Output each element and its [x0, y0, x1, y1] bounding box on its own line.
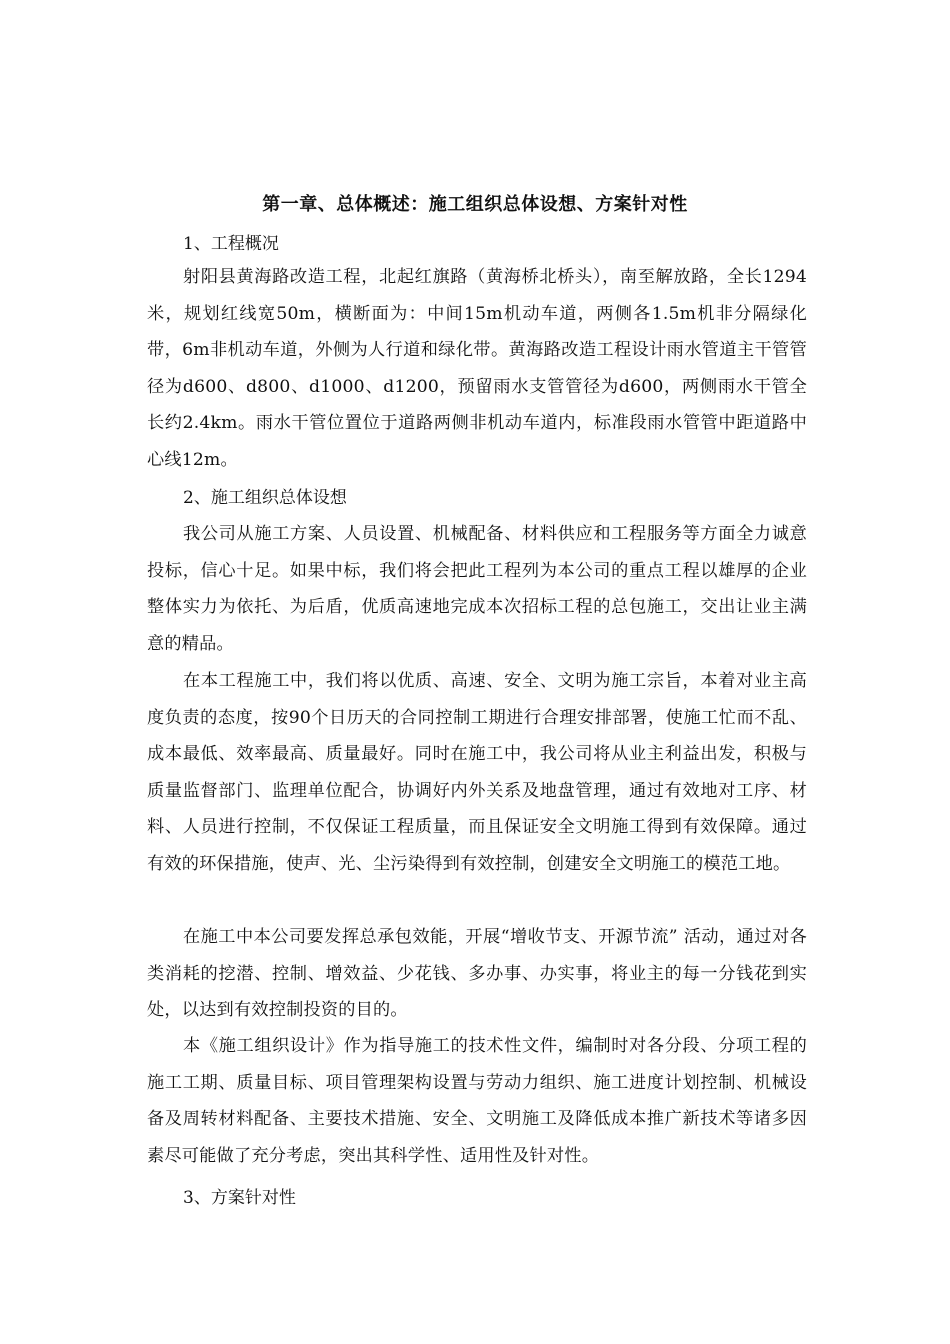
paragraph-design-document: 本《施工组织设计》作为指导施工的技术性文件，编制时对各分段、分项工程的施工工期、质量目标、项目管理架构设置与劳动力组织、施工进度计划控制、机械设备及周转材料配备、主要技术措施、安全、文明施工及降低成本推广新技术等诸多因素尽可能做了充分考虑，突出其科学性、适用性及针对性。 [147, 1036, 807, 1166]
chapter-title: 第一章、总体概述：施工组织总体设想、方案针对性 [262, 194, 688, 215]
paragraph-cost-control: 在施工中本公司要发挥总承包效能，开展“增收节支、开源节流” 活动，通过对各类消耗的挖潜、控制、增效益、少花钱、多办事、办实事，将业主的每一分钱花到实处，以达到有效控制投资的目的。 [147, 927, 807, 1021]
paragraph-bidding-commitment: 我公司从施工方案、人员设置、机械配备、材料供应和工程服务等方面全力诚意投标，信心十足。如果中标，我们将会把此工程列为本公司的重点工程以雄厚的企业整体实力为依托、为后盾，优质高速地完成本次招标工程的总包施工，交出让业主满意的精品。 [147, 524, 807, 654]
section-heading-project-overview: 1、工程概况 [183, 234, 279, 254]
section-heading-overall-concept: 2、施工组织总体设想 [183, 488, 347, 508]
section-heading-plan-specificity: 3、方案针对性 [183, 1188, 296, 1208]
paragraph-construction-principles: 在本工程施工中，我们将以优质、高速、安全、文明为施工宗旨，本着对业主高度负责的态度，按90个日历天的合同控制工期进行合理安排部署，使施工忙而不乱、成本最低、效率最高、质量最好。同时在施工中，我公司将从业主利益出发，积极与质量监督部门、监理单位配合，协调好内外关系及地盘管理，通过有效地对工序、材料、人员进行控制，不仅保证工程质量，而且保证安全文明施工得到有效保障。通过有效的环保措施，使声、光、尘污染得到有效控制，创建安全文明施工的模范工地。 [147, 671, 807, 874]
paragraph-project-overview: 射阳县黄海路改造工程，北起红旗路（黄海桥北桥头），南至解放路，全长1294米，规划红线宽50m，横断面为：中间15m机动车道，两侧各1.5m机非分隔绿化带，6m非机动车道，外侧为人行道和绿化带。黄海路改造工程设计雨水管道主干管管径为d600、d800、d1000、d1200，预留雨水支管管径为d600，两侧雨水干管全长约2.4km。雨水干管位置位于道路两侧非机动车道内，标准段雨水管管中距道路中心线12m。 [147, 267, 807, 470]
